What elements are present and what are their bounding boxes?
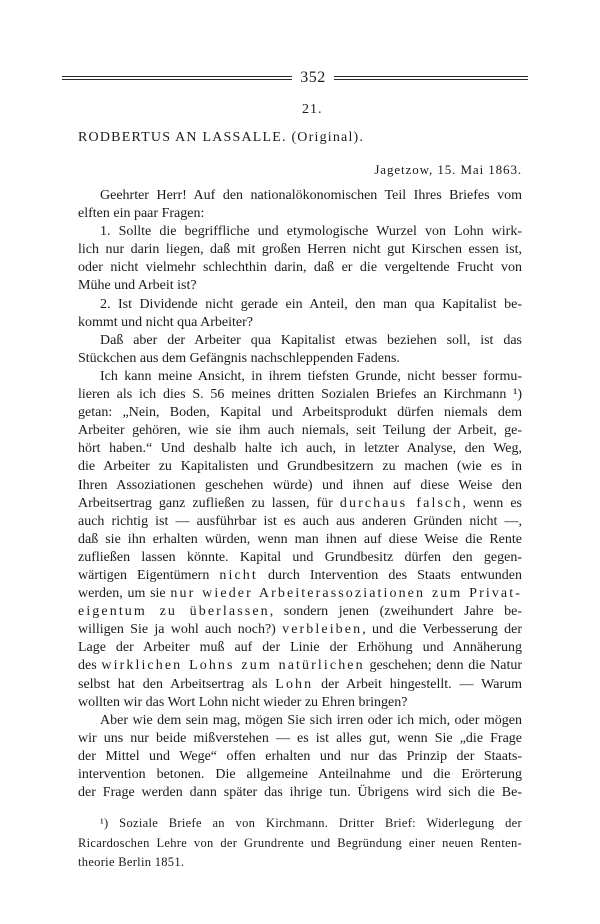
text-segment: geschehen; denn die Natur — [364, 658, 522, 674]
text-line: wollten wir das Wort Lohn nicht wieder zu Ehren bringen? — [78, 694, 408, 710]
text-segment: , und die Verbesserung der — [362, 622, 522, 638]
text-line: Daß aber der Arbeiter qua Kapitalist etwas beziehen soll, ist das — [100, 332, 522, 348]
text-line: Lage der Arbeiter muß auf der Linie der Erhöhung und Annäherung — [78, 640, 522, 656]
text-segment: des — [78, 658, 102, 674]
text-line — [78, 676, 522, 694]
text-line — [78, 621, 522, 639]
text-line: der Mittel und Wege“ offen erhalten und nur das Prinzip der Staats- — [78, 748, 522, 764]
text-segment: wärtigen Eigentümern — [78, 567, 220, 583]
text-line: oder nicht vielmehr schlechthin darin, daß er die vergeltende Frucht von — [78, 260, 522, 276]
emphasized-text: eigentum zu überlassen — [78, 604, 270, 620]
text-line: elften ein paar Fragen: — [78, 206, 205, 222]
text-line — [78, 567, 522, 585]
emphasized-text: nicht — [219, 567, 258, 583]
text-line: Stückchen aus dem Gefängnis nachschleppenden Fadens. — [78, 350, 400, 366]
emphasized-text: durchaus falsch — [339, 495, 463, 511]
emphasized-text: nur wieder Arbeiterassoziationen zum Privat- — [170, 586, 522, 602]
letter-heading: RODBERTUS AN LASSALLE. (Original). — [78, 130, 365, 145]
text-line: die Arbeiter zu Kapitalisten und Grundbesitzern zu machen (wie es in — [78, 459, 522, 475]
text-line: 2. Ist Dividende nicht gerade ein Anteil, den man qua Kapitalist be- — [100, 296, 522, 312]
header-rule-left — [62, 76, 292, 80]
text-line: intervention betonen. Die allgemeine Anteilnahme und die Erörterung — [78, 767, 522, 782]
text-line: getan: „Nein, Boden, Kapital und Arbeitsprodukt dürfen niemals dem — [78, 405, 522, 421]
text-segment: , sondern jenen (zweihundert Jahre be- — [269, 604, 522, 620]
paragraph — [78, 368, 522, 712]
emphasized-text: Lohn — [275, 676, 314, 692]
text-line: Ihren Assoziationen geschehen würde) und ihnen auf diese Weise den — [78, 477, 522, 493]
text-line: kommt und nicht qua Arbeiter? — [78, 314, 253, 330]
text-line: zufließen lassen könnte. Kapital und Grundbesitz dürfen den gegen- — [78, 549, 522, 565]
text-segment: Arbeitsertrag ganz zufließen zu lassen, für — [78, 495, 340, 511]
text-line: hört haben.“ Und deshalb halte ich auch, in letzter Analyse, den Weg, — [78, 441, 522, 457]
footnote-line: ¹) Soziale Briefe an von Kirchmann. Dritter Brief: Widerlegung der — [100, 816, 522, 830]
text-line — [78, 657, 522, 675]
text-line: Aber wie dem sein mag, mögen Sie sich irren oder ich mich, oder mögen — [100, 712, 522, 728]
footnote-line: Ricardoschen Lehre von der Grundrente und Begründung einer neuen Renten- — [78, 835, 522, 850]
dateline: Jagetzow, 15. Mai 1863. — [374, 162, 522, 177]
text-line: Mühe und Arbeit ist? — [78, 278, 197, 294]
page-header — [62, 69, 528, 87]
text-segment: willigen Sie ja wohl auch noch?) — [78, 622, 283, 638]
text-line: daß sie ihn erhalten würden, wenn man ihnen auf diese Weise die Rente — [78, 531, 522, 547]
text-line: Arbeiter gehören, wie sie ihm auch niemals, seit Teilung der Arbeit, ge- — [78, 423, 522, 439]
header-rule-right — [334, 76, 528, 80]
text-line: lieren als ich dies S. 56 meines dritten Sozialen Briefes an Kirchmann ¹) — [78, 387, 522, 403]
text-line: Geehrter Herr! Auf den nationalökonomischen Teil Ihres Briefes vom — [100, 188, 522, 203]
paragraph — [78, 296, 522, 332]
text-line — [78, 603, 522, 621]
text-line: Ich kann meine Ansicht, in ihrem tiefsten Grunde, nicht besser formu- — [100, 368, 522, 384]
text-line: der Frage werden dann später das ihrige tun. Übrigens wird sich die Be- — [78, 785, 522, 801]
letter-number: 21. — [302, 102, 323, 117]
text-line: lich nur darin liegen, daß mit großen Herren nicht gut Kirschen essen ist, — [78, 242, 522, 258]
footnotes — [78, 814, 522, 873]
footnote-line: theorie Berlin 1851. — [78, 855, 185, 869]
emphasized-text: wirklichen Lohns zum natürlichen — [101, 658, 365, 674]
page-number: 352 — [300, 69, 326, 86]
text-segment: , wenn es — [462, 495, 522, 511]
text-line: auch richtig ist — ausführbar ist es auch aus anderen Gründen nicht —, — [78, 513, 522, 529]
emphasized-text: verbleiben — [282, 622, 363, 638]
text-segment: werden, um sie — [78, 586, 171, 602]
text-segment: durch Intervention des Staats entwunden — [257, 567, 523, 583]
paragraph — [78, 187, 522, 223]
paragraph — [78, 223, 522, 295]
letter-body — [78, 187, 522, 802]
text-line — [78, 585, 522, 603]
text-line — [78, 495, 522, 513]
text-segment: der Arbeit hingestellt. — Warum — [313, 676, 522, 692]
paragraph — [78, 712, 522, 802]
paragraph — [78, 332, 522, 368]
text-segment: selbst hat den Arbeitsertrag als — [78, 676, 276, 692]
text-line: wir uns nur beide mißverstehen — es ist alles gut, wenn Sie „die Frage — [78, 730, 522, 746]
text-line: 1. Sollte die begriffliche und etymologische Wurzel von Lohn wirk- — [100, 224, 522, 240]
